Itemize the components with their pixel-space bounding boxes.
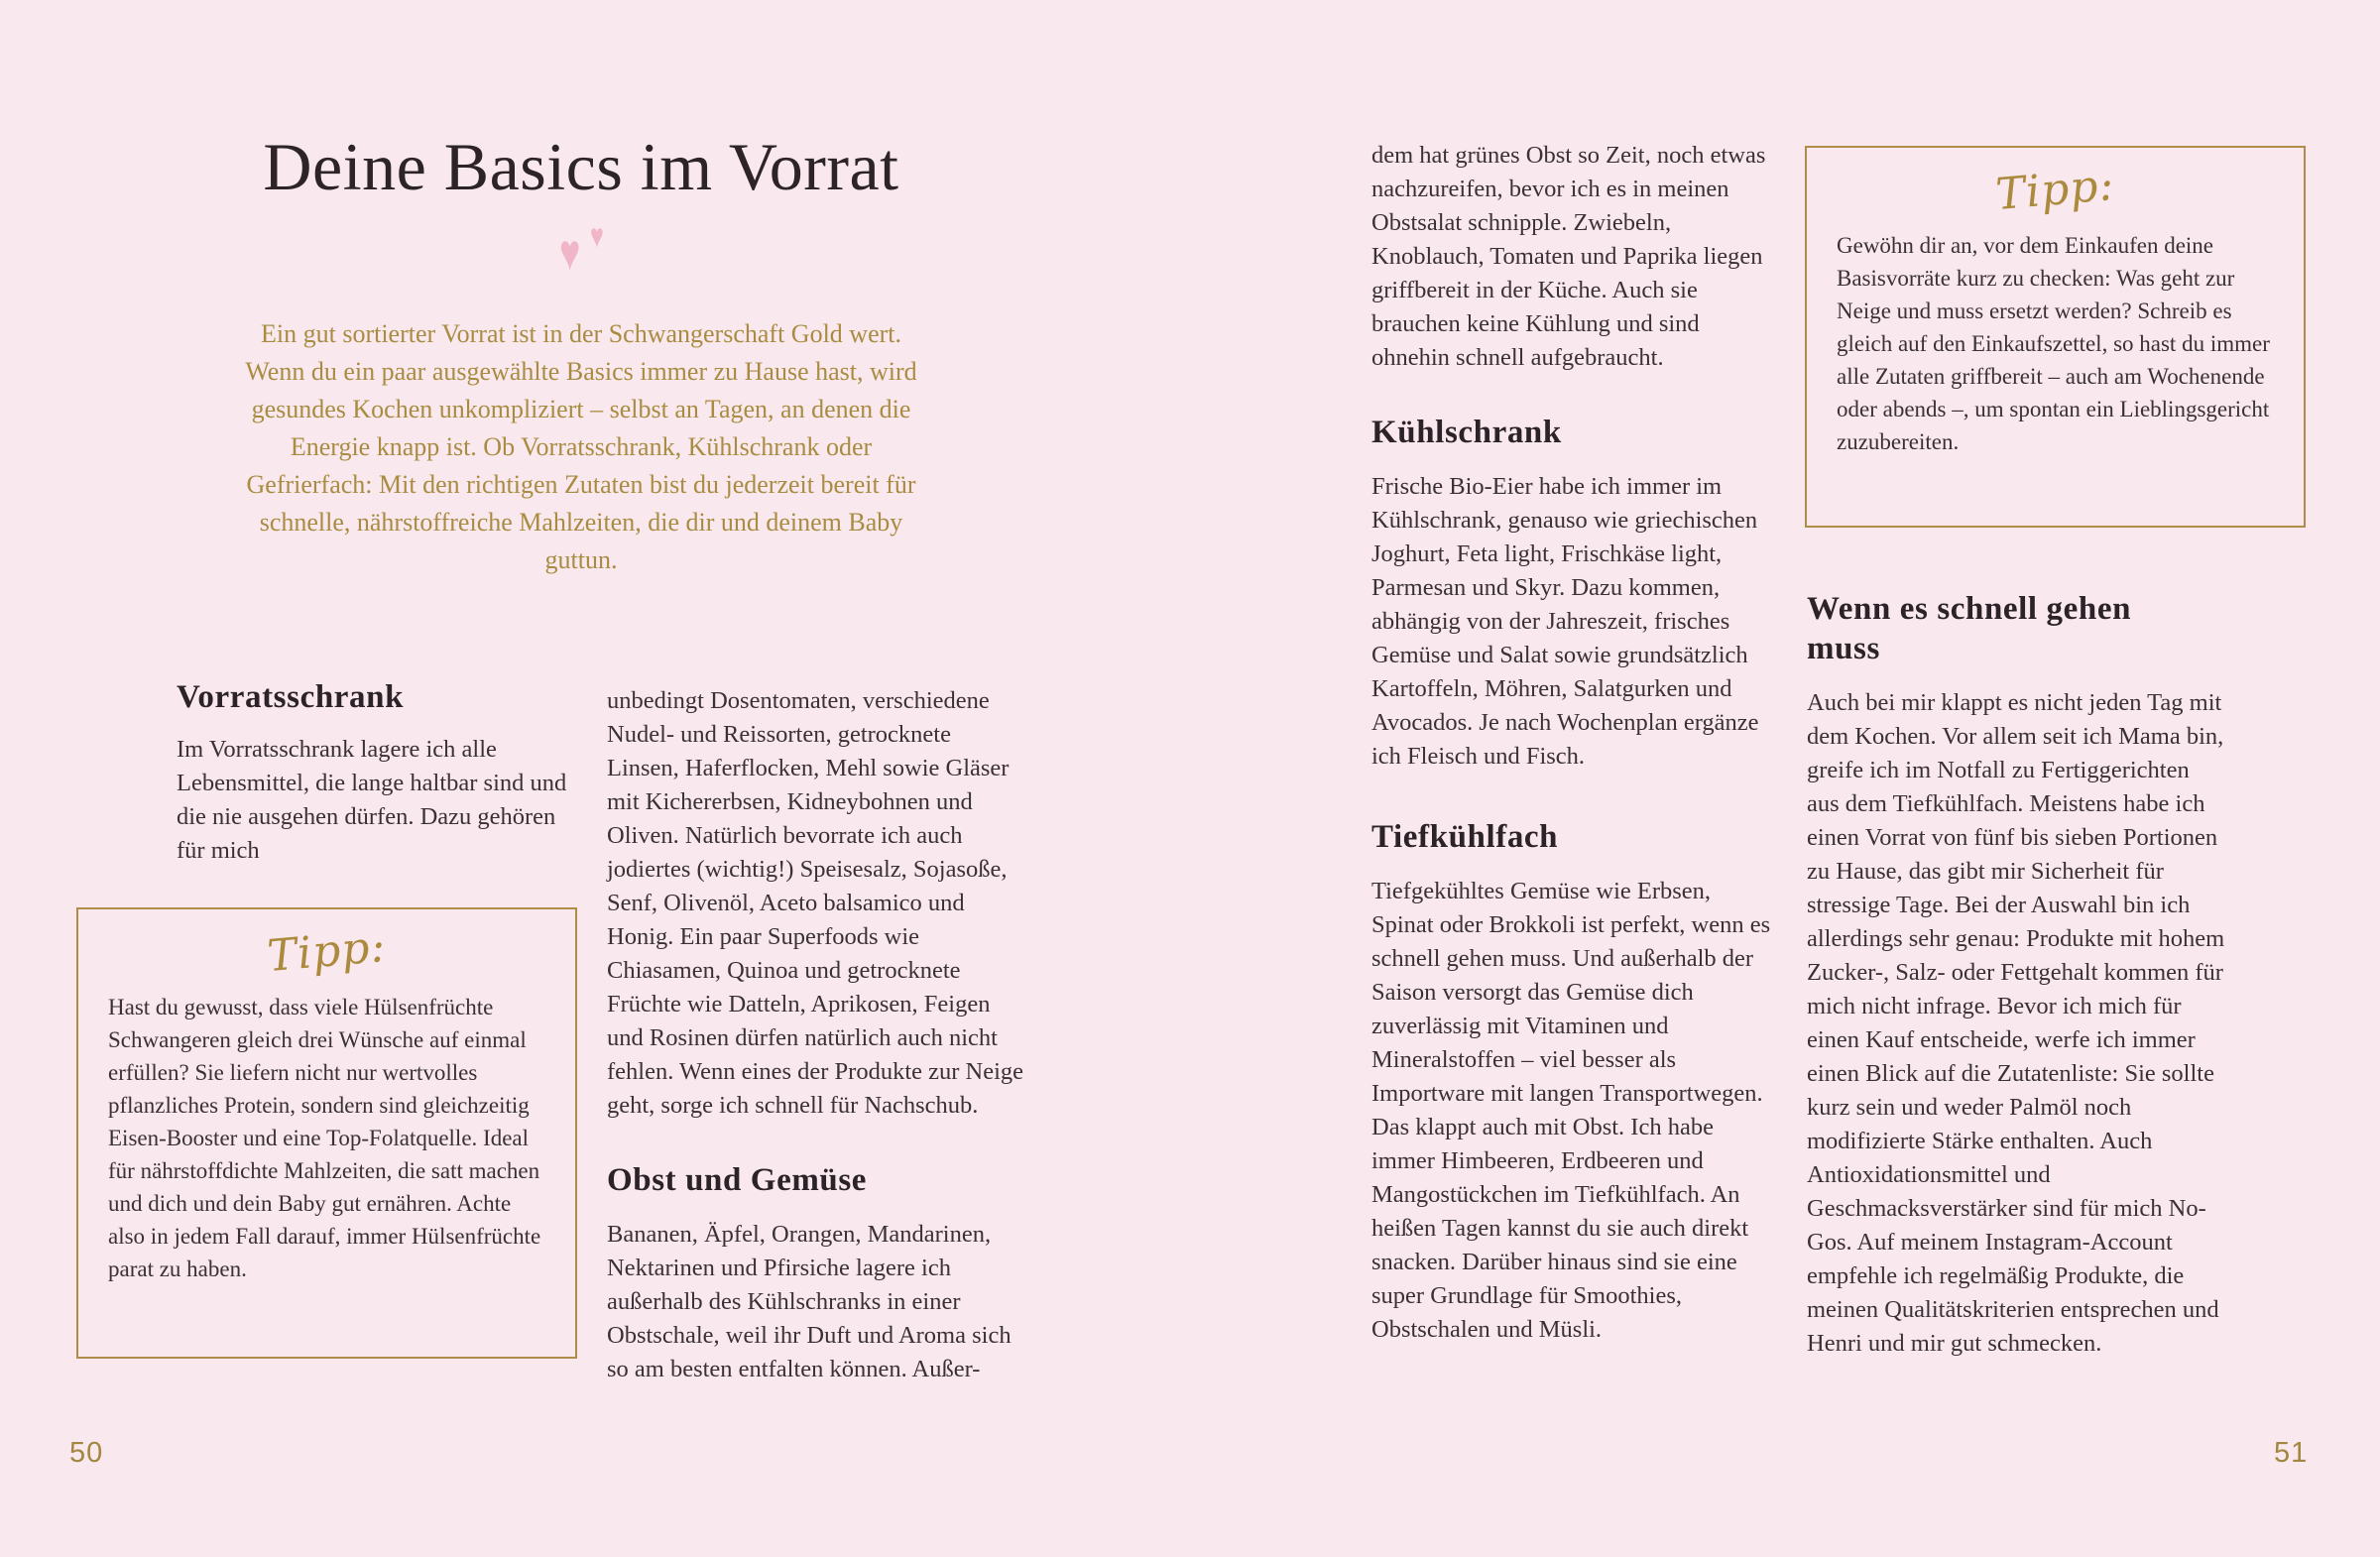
section-heading-obst-und-gemuese: Obst und Gemüse [607,1162,868,1198]
tip-text-left: Hast du gewusst, dass viele Hülsenfrüchte Schwangeren gleich drei Wünsche auf einmal erfüllen? Sie liefern nicht nur wertvolles pflanzliches Protein, sondern sind gleichzeitig Eisen-Booster und eine Top-Folatquelle. Ideal für nährstoffdichte Mahlzeiten, die satt machen und dich und dein Baby gut ernähren. Achte also in jedem Fall darauf, immer Hülsenfrüchte parat zu haben. [108,995,541,1281]
section-heading-vorratsschrank: Vorratsschrank [177,679,405,715]
paragraph-wenn-es-schnell-gehen-muss: Auch bei mir klappt es nicht jeden Tag mit dem Kochen. Vor allem seit ich Mama bin, greife ich im Notfall zu Fertiggerichten aus dem Tiefkühlfach. Meistens habe ich einen Vorrat von fünf bis sieben Portionen zu Hause, das gibt mir Sicherheit für stressige Tage. Bei der Auswahl bin ich allerdings sehr genau: Produkte mit hohem Zucker-, Salz- oder Fettgehalt kommen für mich nicht infrage. Bevor ich mich für einen Kauf entscheide, werfe ich immer einen Blick auf die Zutatenliste: Sie sollte kurz sein und weder Palmöl noch modifizierte Stärke enthalten. Auch Antioxidationsmittel und Geschmacksverstärker sind für mich No-Gos. Auf meinem Instagram-Account empfehle ich regelmäßig Produkte, die meinen Qualitätskriterien entsprechen und Henri und mir gut schmecken. [1807,689,2225,1357]
tip-text-right: Gewöhn dir an, vor dem Einkaufen deine Basisvorräte kurz zu checken: Was geht zur Neige und muss ersetzt werden? Schreib es gleich auf den Einkaufszettel, so hast du immer alle Zutaten griffbereit – auch am Wochenende oder abends –, um spontan ein Lieblingsgericht zuzubereiten. [1837,233,2270,454]
paragraph-obst-continuation: dem hat grünes Obst so Zeit, noch etwas nachzureifen, bevor ich es in meinen Obstsalat schnipple. Zwiebeln, Knoblauch, Tomaten und Paprika liegen griffbereit in der Küche. Auch sie brauchen keine Kühlung und sind ohnehin schnell aufgebraucht. [1371,142,1766,371]
right-column-2 [1807,589,2227,1361]
tip-box-right [1805,146,2306,528]
tip-script-heading-right: Tipp: [1993,159,2117,221]
paragraph-tiefkuehlfach: Tiefgekühltes Gemüse wie Erbsen, Spinat oder Brokkoli ist perfekt, wenn es schnell gehen muss. Und außerhalb der Saison versorgt das Gemüse dich zuverlässig mit Vitaminen und Mineralstoffen – viel besser als Importware mit langen Transportwegen. Das klappt auch mit Obst. Ich habe immer Himbeeren, Erdbeeren und Mangostückchen im Tiefkühlfach. An heißen Tagen kannst du sie auch direkt snacken. Darüber hinaus sind sie eine super Grundlage für Smoothies, Obstschalen und Müsli. [1371,878,1771,1343]
left-column-1 [177,677,585,868]
section-heading-kuehlschrank: Kühlschrank [1371,415,1562,450]
tip-box-left [76,907,577,1359]
left-column-2 [607,684,1027,1386]
paragraph-vorratsschrank-continuation: unbedingt Dosentomaten, verschiedene Nudel- und Reissorten, getrocknete Linsen, Haferflocken, Mehl sowie Gläser mit Kichererbsen, Kidneybohnen und Oliven. Natürlich bevorrate ich auch jodiertes (wichtig!) Speisesalz, Sojasoße, Senf, Olivenöl, Aceto balsamico und Honig. Ein paar Superfoods wie Chiasamen, Quinoa und getrocknete Früchte wie Datteln, Aprikosen, Feigen und Rosinen dürfen natürlich auch nicht fehlen. Wenn eines der Produkte zur Neige geht, sorge ich schnell für Nachschub. [607,687,1024,1119]
heart-icon-large: ♥ [559,223,581,281]
page-number-left: 50 [69,1437,104,1469]
paragraph-obst-und-gemuese: Bananen, Äpfel, Orangen, Mandarinen, Nektarinen und Pfirsiche lagere ich außerhalb des Kühlschranks in einer Obstschale, weil ihr Duft und Aroma sich so am besten entfalten können. Außer- [607,1221,1012,1382]
section-heading-tiefkuehlfach: Tiefkühlfach [1371,819,1559,855]
chapter-title: Deine Basics im Vorrat [263,129,899,204]
page-number-right: 51 [2274,1437,2309,1469]
tip-script-heading-left: Tipp: [265,920,389,983]
right-column-1 [1371,139,1772,1347]
section-heading-wenn-es-schnell-gehen-muss: Wenn es schnell gehen muss [1807,591,2132,666]
chapter-header [234,127,928,579]
chapter-intro: Ein gut sortierter Vorrat ist in der Schwangerschaft Gold wert. Wenn du ein paar ausgewählte Basics immer zu Hause hast, wird gesundes Kochen unkompliziert – selbst an Tagen, an denen die Energie knapp ist. Ob Vorratsschrank, Kühlschrank oder Gefrierfach: Mit den richtigen Zutaten bist du jederzeit bereit für schnelle, nährstoffreiche Mahlzeiten, die dir und deinem Baby guttun. [245,319,917,574]
heart-icon-small: ♥ [589,217,604,255]
hearts-decoration [234,217,928,294]
paragraph-vorratsschrank: Im Vorratsschrank lagere ich alle Lebensmittel, die lange haltbar sind und die nie ausgehen dürfen. Dazu gehören für mich [177,736,567,864]
paragraph-kuehlschrank: Frische Bio-Eier habe ich immer im Kühlschrank, genauso wie griechischen Joghurt, Feta light, Frischkäse light, Parmesan und Skyr. Dazu kommen, abhängig von der Jahreszeit, frisches Gemüse und Salat sowie grundsätzlich Kartoffeln, Möhren, Salatgurken und Avocados. Je nach Wochenplan ergänze ich Fleisch und Fisch. [1371,473,1759,770]
